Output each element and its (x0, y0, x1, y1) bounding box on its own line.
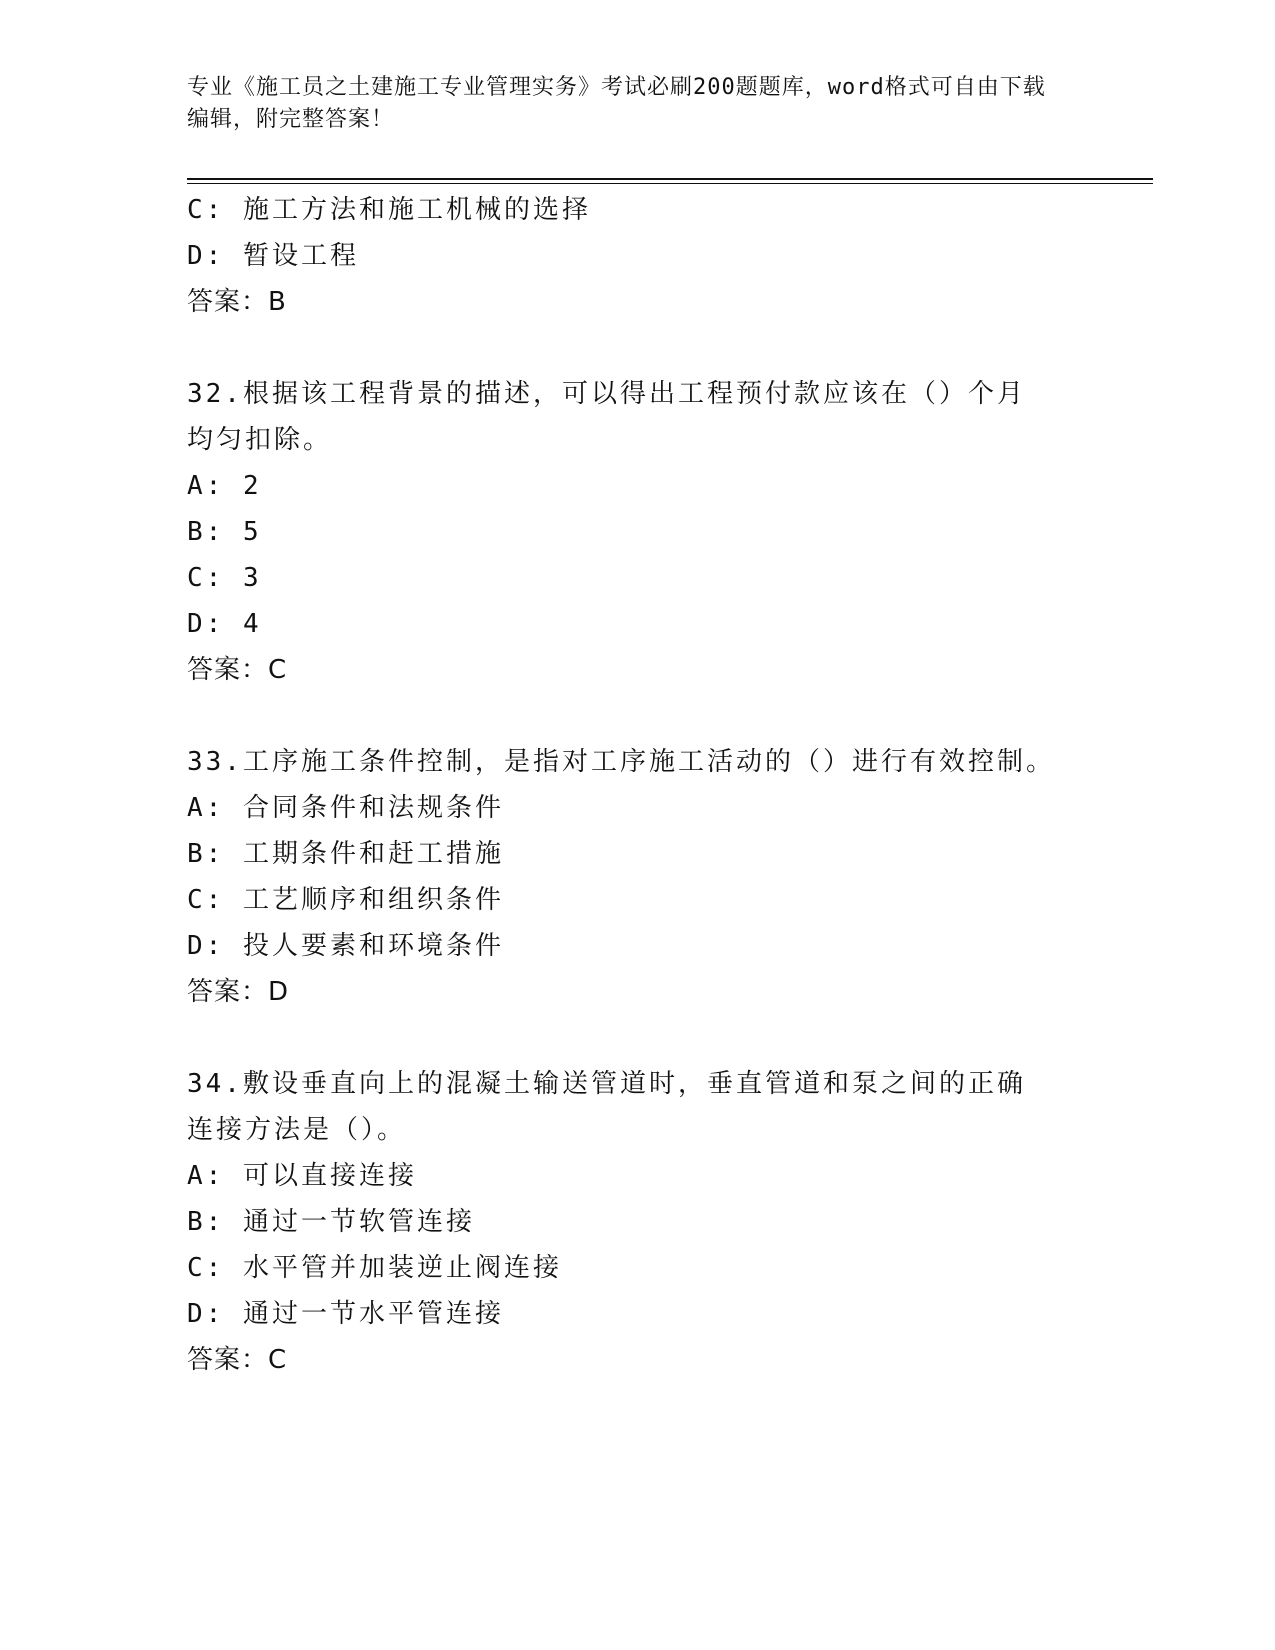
spacer (187, 693, 1087, 739)
option-d: D: 暂设工程 (187, 241, 359, 271)
option-c: C: 施工方法和施工机械的选择 (187, 195, 591, 225)
answer-line: 答案：C (187, 1345, 288, 1375)
answer-line: 答案：B (187, 287, 287, 317)
question-text: 32.根据该工程背景的描述，可以得出工程预付款应该在（）个月均匀扣除。 (187, 379, 1026, 455)
option-d: D: 4 (187, 609, 262, 639)
option-b: B: 通过一节软管连接 (187, 1207, 475, 1237)
answer-line: 答案：C (187, 655, 288, 685)
option-a: A: 合同条件和法规条件 (187, 793, 504, 823)
option-b: B: 5 (187, 517, 262, 547)
question-text: 34.敷设垂直向上的混凝土输送管道时，垂直管道和泵之间的正确连接方法是（）。 (187, 1069, 1026, 1145)
option-d: D: 投人要素和环境条件 (187, 931, 504, 961)
option-c: C: 工艺顺序和组织条件 (187, 885, 504, 915)
option-a: A: 可以直接连接 (187, 1161, 417, 1191)
question-block-32 (187, 371, 1087, 693)
document-body (187, 187, 1087, 1383)
option-a: A: 2 (187, 471, 262, 501)
document-header: 专业《施工员之土建施工专业管理实务》考试必刷200题题库，word格式可自由下载编辑，附完整答案！ (187, 75, 1046, 132)
header-rule-thin (187, 183, 1153, 184)
option-b: B: 工期条件和赶工措施 (187, 839, 504, 869)
option-c: C: 水平管并加装逆止阀连接 (187, 1253, 562, 1283)
option-c: C: 3 (187, 563, 262, 593)
answer-line: 答案：D (187, 977, 290, 1007)
spacer (187, 1015, 1087, 1061)
spacer (187, 325, 1087, 371)
option-d: D: 通过一节水平管连接 (187, 1299, 504, 1329)
question-block-34 (187, 1061, 1087, 1383)
question-block-33 (187, 739, 1087, 1015)
question-text: 33.工序施工条件控制，是指对工序施工活动的（）进行有效控制。 (187, 747, 1055, 777)
question-block-continued (187, 187, 1087, 325)
header-rule-thick (187, 178, 1153, 180)
